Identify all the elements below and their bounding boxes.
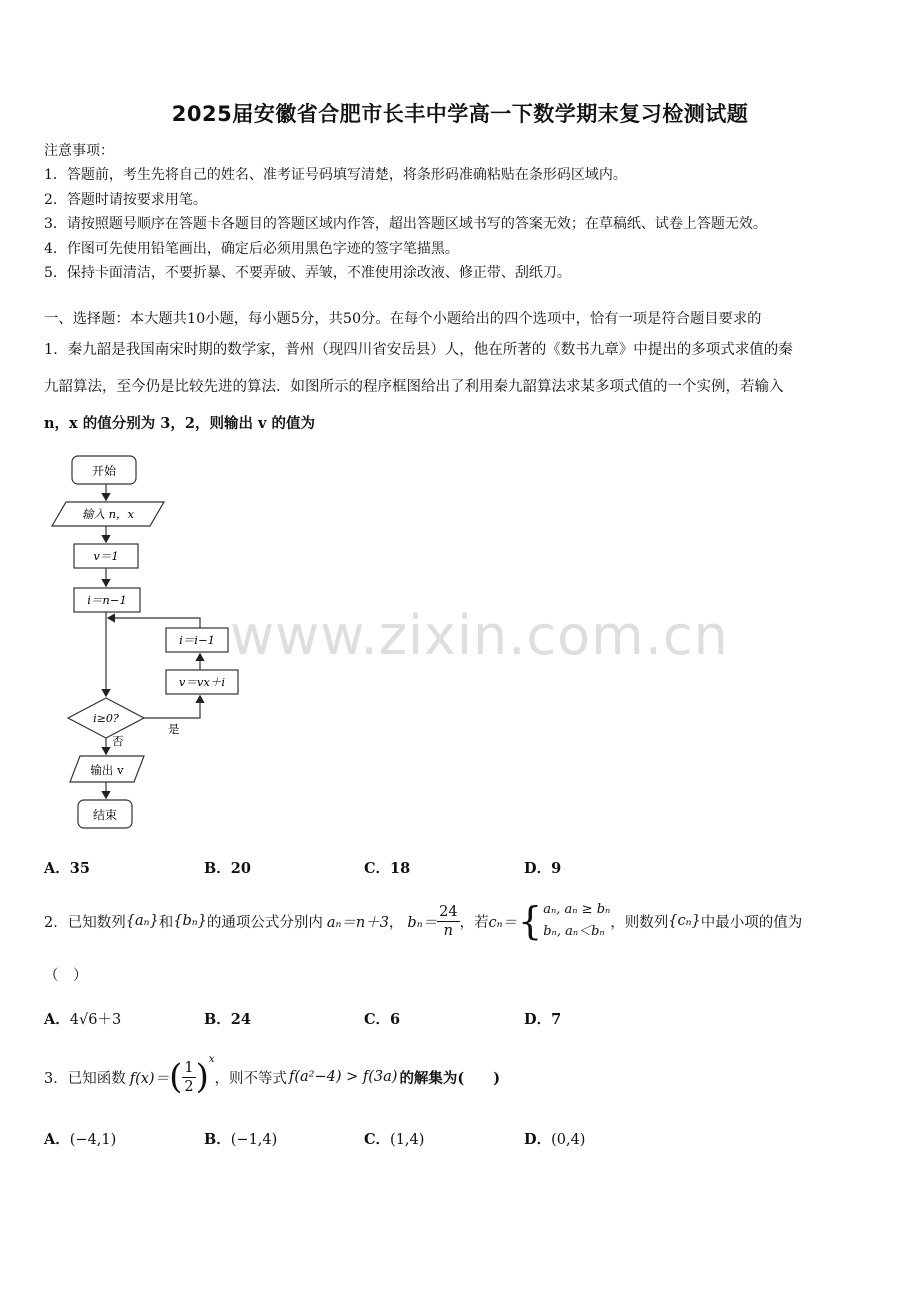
q3-paren-close: ) <box>195 1057 209 1097</box>
flow-condition-text: i≥0? <box>93 712 119 725</box>
flow-update-v-text: v＝vx＋i <box>178 675 226 689</box>
exam-title: 2025届安徽省合肥市长丰中学高一下数学期末复习检测试题 <box>171 102 749 126</box>
q3-exponent: x <box>208 1054 215 1065</box>
q2-bn-lhs: bₙ＝ <box>407 914 438 931</box>
q2-option-a-math: 4√6＋3 <box>69 1012 122 1028</box>
notice-item-1: 1．答题前，考生先将自己的姓名、准考证号码填写清楚，将条形码准确粘贴在条形码区域内。 <box>44 167 627 183</box>
flow-yes-label: 是 <box>168 722 180 736</box>
q3-half-numerator: 1 <box>184 1059 194 1076</box>
q2-bn-numerator: 24 <box>439 903 458 920</box>
q3-inequality: f(a²−4) > f(3a) <box>289 1069 398 1085</box>
q3-option-d-label: D． <box>524 1131 552 1148</box>
q3-option-c-math: (1,4) <box>390 1132 425 1148</box>
q3-option-b-label: B． <box>204 1131 231 1148</box>
q3-half-denominator: 2 <box>184 1078 194 1095</box>
flowchart <box>40 448 270 840</box>
q2-cn-lhs: cₙ＝ <box>488 914 518 931</box>
flow-end-text: 结束 <box>92 808 118 822</box>
q3-option-d-math: (0,4) <box>551 1132 586 1148</box>
q2-cases <box>543 899 610 943</box>
q2-and: 和 <box>158 914 174 931</box>
flow-start-text: 开始 <box>91 464 117 478</box>
q2-bn-fraction <box>437 903 459 940</box>
q1-option-a: A．35 <box>44 860 90 877</box>
watermark: www.zixin.com.cn <box>230 604 729 667</box>
q3-paren-open: ( <box>169 1057 183 1097</box>
q2-an-formula: aₙ＝n＋3 <box>326 914 389 931</box>
q1-line-3: n，x 的值分别为 3，2，则输出 v 的值为 <box>44 415 315 432</box>
q2-bn-denominator: n <box>443 922 453 939</box>
q2-comma: ， <box>388 914 404 931</box>
q3-option-d <box>524 1128 585 1149</box>
q2-stem <box>44 894 880 948</box>
q2-case-2: bₙ, aₙ＜bₙ <box>543 924 605 939</box>
q1-line-1: 1．秦九韶是我国南宋时期的数学家，普州（现四川省安岳县）人，他在所著的《数书九章》中提出的多项式求值的秦 <box>44 342 793 358</box>
q3-option-b <box>204 1128 277 1149</box>
q3-option-a <box>44 1128 116 1149</box>
q2-text-2: ，若 <box>459 914 489 931</box>
q3-text-1: ，则不等式 <box>214 1070 287 1087</box>
q2-option-c: C．6 <box>364 1011 401 1028</box>
q2-option-b: B．24 <box>204 1011 251 1028</box>
q1-option-d: D．9 <box>524 860 562 877</box>
flow-output-text: 输出 v <box>90 763 124 777</box>
q2-option-a <box>44 1008 121 1029</box>
q3-text-2: 的解集为( ) <box>399 1069 501 1087</box>
q3-prefix: 3．已知函数 <box>44 1070 126 1087</box>
q2-seq-b: {bₙ} <box>173 913 207 929</box>
q2-text-3: ，则数列 <box>610 914 669 931</box>
q2-paren: （ ） <box>44 968 88 984</box>
q3-option-a-label: A． <box>44 1131 70 1148</box>
notice-item-4: 4．作图可先使用铅笔画出，确定后必须用黑色字迹的签字笔描黑。 <box>44 241 459 257</box>
flow-no-label: 否 <box>112 734 124 748</box>
q1-option-b: B．20 <box>204 860 251 877</box>
flow-init-v-text: v＝1 <box>93 549 119 563</box>
q2-case-1: aₙ, aₙ ≥ bₙ <box>543 902 611 917</box>
q3-fx: f(x)＝ <box>129 1070 170 1087</box>
q2-brace: { <box>518 899 543 943</box>
notice-item-3: 3．请按照题号顺序在答题卡各题目的答题区域内作答，超出答题区域书写的答案无效；在草稿纸、试卷上答题无效。 <box>44 216 767 232</box>
q2-text-1: 的通项公式分别内 <box>206 914 323 931</box>
flow-update-i-text: i＝i−1 <box>179 633 215 647</box>
q2-prefix: 2．已知数列 <box>44 914 126 931</box>
flow-init-i-text: i＝n−1 <box>87 593 127 607</box>
q3-stem <box>44 1052 500 1102</box>
q3-half <box>182 1059 195 1096</box>
q2-option-d: D．7 <box>524 1011 562 1028</box>
q3-option-a-math: (−4,1) <box>69 1132 117 1148</box>
notice-heading: 注意事项： <box>44 143 114 159</box>
q2-option-a-label: A． <box>44 1011 70 1028</box>
q1-option-c: C．18 <box>364 860 411 877</box>
q3-option-c-label: C． <box>364 1131 391 1148</box>
q3-option-c <box>364 1128 424 1149</box>
q2-seq-c: {cₙ} <box>668 913 701 929</box>
flow-input-text: 输入 n，x <box>81 507 135 521</box>
notice-item-5: 5．保持卡面清洁，不要折暴、不要弄破、弄皱，不准使用涂改液、修正带、刮纸刀。 <box>44 265 571 281</box>
q2-text-4: 中最小项的值为 <box>700 914 803 931</box>
q3-option-b-math: (−1,4) <box>230 1132 278 1148</box>
q1-line-2: 九韶算法，至今仍是比较先进的算法．如图所示的程序框图给出了利用秦九韶算法求某多项式值的一个实例，若输入 <box>44 379 784 395</box>
notice-item-2: 2．答题时请按要求用笔。 <box>44 192 207 208</box>
q2-seq-a: {aₙ} <box>125 913 159 929</box>
section-heading: 一、选择题：本大题共10小题，每小题5分，共50分。在每个小题给出的四个选项中，恰有一项是符合题目要求的 <box>44 311 762 327</box>
